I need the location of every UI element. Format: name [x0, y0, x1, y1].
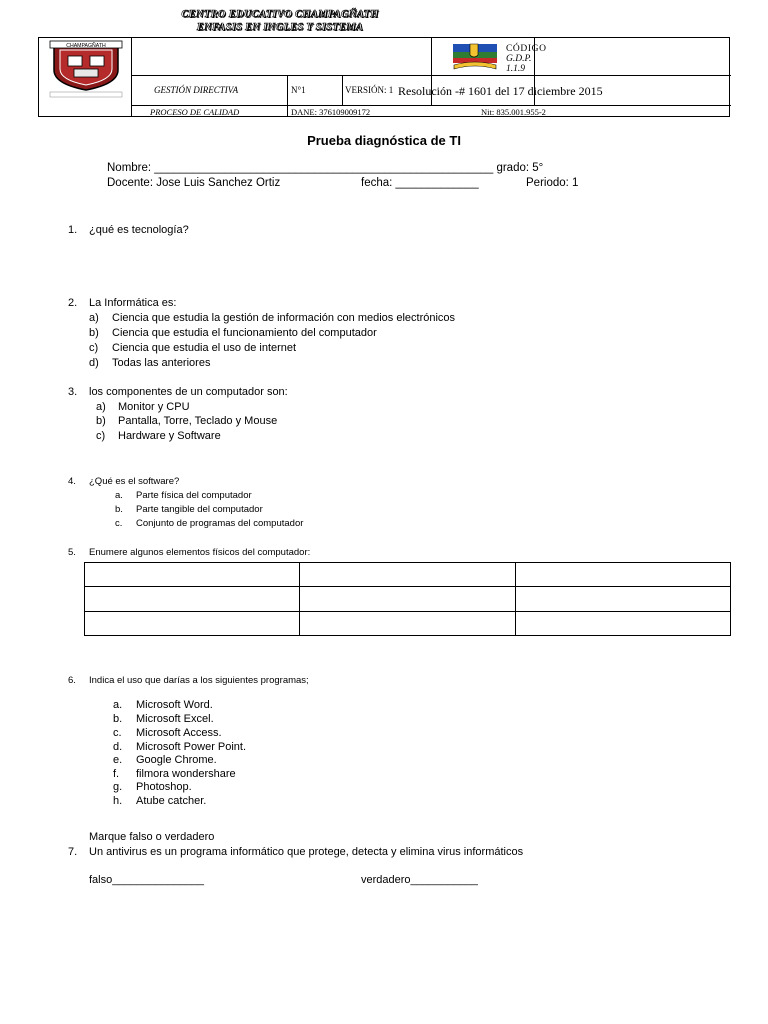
question-4-number: 4.: [68, 476, 76, 487]
question-7-heading: Marque falso o verdadero: [89, 831, 215, 843]
question-5-text: Enumere algunos elementos físicos del computador:: [89, 547, 311, 558]
answer-cell[interactable]: [85, 587, 300, 611]
code-value1: G.D.P.: [506, 54, 532, 64]
answer-cell[interactable]: [300, 563, 515, 587]
q3-option-b-letter: b): [96, 415, 106, 427]
q6-option-g: Photoshop.: [136, 781, 192, 793]
q2-option-c: Ciencia que estudia el uso de internet: [112, 342, 297, 354]
page-title: Prueba diagnóstica de TI: [307, 133, 461, 148]
q2-option-d: Todas las anteriores: [112, 357, 211, 369]
q2-option-b: Ciencia que estudia el funcionamiento del computador: [112, 327, 377, 339]
q3-option-a: Monitor y CPU: [118, 401, 190, 413]
q4-option-c-letter: c.: [115, 518, 123, 529]
q6-option-h: Atube catcher.: [136, 795, 207, 807]
periodo-line: Periodo: 1: [526, 177, 579, 189]
q6-option-b-letter: b.: [113, 713, 123, 725]
q6-option-c-letter: c.: [113, 727, 122, 739]
answer-cell[interactable]: [515, 611, 730, 635]
school-logo: [44, 40, 128, 100]
docente-line: Docente: Jose Luis Sanchez Ortiz: [107, 177, 281, 189]
q6-option-a-letter: a.: [113, 699, 123, 711]
gestion-label: GESTIÓN DIRECTIVA: [154, 85, 239, 95]
logo-text: CHAMPAGÑATH: [66, 42, 106, 49]
answer-grid: [84, 562, 731, 636]
q6-option-f-letter: f.: [113, 768, 120, 780]
nit-label: Nit: 835.001.955-2: [481, 107, 546, 117]
q6-option-d-letter: d.: [113, 741, 123, 753]
question-6-number: 6.: [68, 675, 76, 686]
q6-option-g-letter: g.: [113, 781, 123, 793]
q2-option-a: Ciencia que estudia la gestión de información con medios electrónicos: [112, 312, 456, 324]
numero-label: N°1: [291, 85, 306, 95]
q6-option-e: Google Chrome.: [136, 754, 217, 766]
q6-option-f: filmora wondershare: [136, 768, 236, 780]
question-1-text: ¿qué es tecnología?: [89, 224, 189, 236]
question-7-text: Un antivirus es un programa informático que protege, detecta y elimina virus informáticos: [89, 846, 524, 858]
code-label: CÓDIGO: [506, 44, 547, 54]
resolucion-label: Resolución -# 1601 del 17 diciembre 2015: [398, 84, 603, 98]
school-name: [130, 8, 430, 34]
question-5-number: 5.: [68, 547, 76, 558]
q4-option-a: Parte física del computador: [136, 490, 252, 501]
answer-cell[interactable]: [85, 563, 300, 587]
answer-cell[interactable]: [85, 611, 300, 635]
q3-option-a-letter: a): [96, 401, 106, 413]
q6-option-h-letter: h.: [113, 795, 123, 807]
q4-option-b: Parte tangible del computador: [136, 504, 263, 515]
q6-option-e-letter: e.: [113, 754, 123, 766]
q3-option-c: Hardware y Software: [118, 430, 221, 442]
question-4-text: ¿Qué es el software?: [89, 476, 180, 487]
header-table: [38, 37, 730, 117]
q6-option-a: Microsoft Word.: [136, 699, 213, 711]
q4-option-a-letter: a.: [115, 490, 123, 501]
question-3-text: los componentes de un computador son:: [89, 386, 288, 398]
answer-cell[interactable]: [300, 611, 515, 635]
nombre-line: Nombre: _____________________________________________________ grado: 5°: [107, 162, 544, 174]
school-name-line1: CENTRO EDUCATIVO CHAMPAGÑATH: [181, 9, 379, 20]
q2-option-b-letter: b): [89, 327, 99, 339]
proceso-label: PROCESO DE CALIDAD: [150, 107, 240, 117]
q3-option-b: Pantalla, Torre, Teclado y Mouse: [118, 415, 278, 427]
answer-cell[interactable]: [515, 587, 730, 611]
dane-label: DANE: 376109009172: [291, 107, 371, 117]
answer-cell[interactable]: [300, 587, 515, 611]
q2-option-d-letter: d): [89, 357, 99, 369]
falso-answer-line[interactable]: falso_______________: [89, 874, 205, 886]
flag-logo: [452, 41, 498, 71]
q4-option-b-letter: b.: [115, 504, 123, 515]
code-value2: 1.1.9: [506, 64, 525, 74]
q2-option-c-letter: c): [89, 342, 99, 354]
question-3-number: 3.: [68, 386, 78, 398]
q3-option-c-letter: c): [96, 430, 106, 442]
question-2-number: 2.: [68, 297, 78, 309]
question-7-number: 7.: [68, 846, 78, 858]
q2-option-a-letter: a): [89, 312, 99, 324]
q6-option-c: Microsoft Access.: [136, 727, 222, 739]
q6-option-d: Microsoft Power Point.: [136, 741, 247, 753]
verdadero-answer-line[interactable]: verdadero___________: [361, 874, 478, 886]
q6-option-b: Microsoft Excel.: [136, 713, 214, 725]
fecha-line: fecha: _____________: [361, 177, 479, 189]
answer-cell[interactable]: [515, 563, 730, 587]
question-6-text: Indica el uso que darías a los siguientes programas;: [89, 675, 309, 686]
school-name-line2: ENFASIS EN INGLES Y SISTEMA: [196, 22, 364, 33]
question-2-text: La Informática es:: [89, 297, 177, 309]
version-label: VERSIÓN: 1: [345, 85, 394, 95]
q4-option-c: Conjunto de programas del computador: [136, 518, 304, 529]
code-block: [506, 44, 547, 74]
question-1-number: 1.: [68, 224, 78, 236]
